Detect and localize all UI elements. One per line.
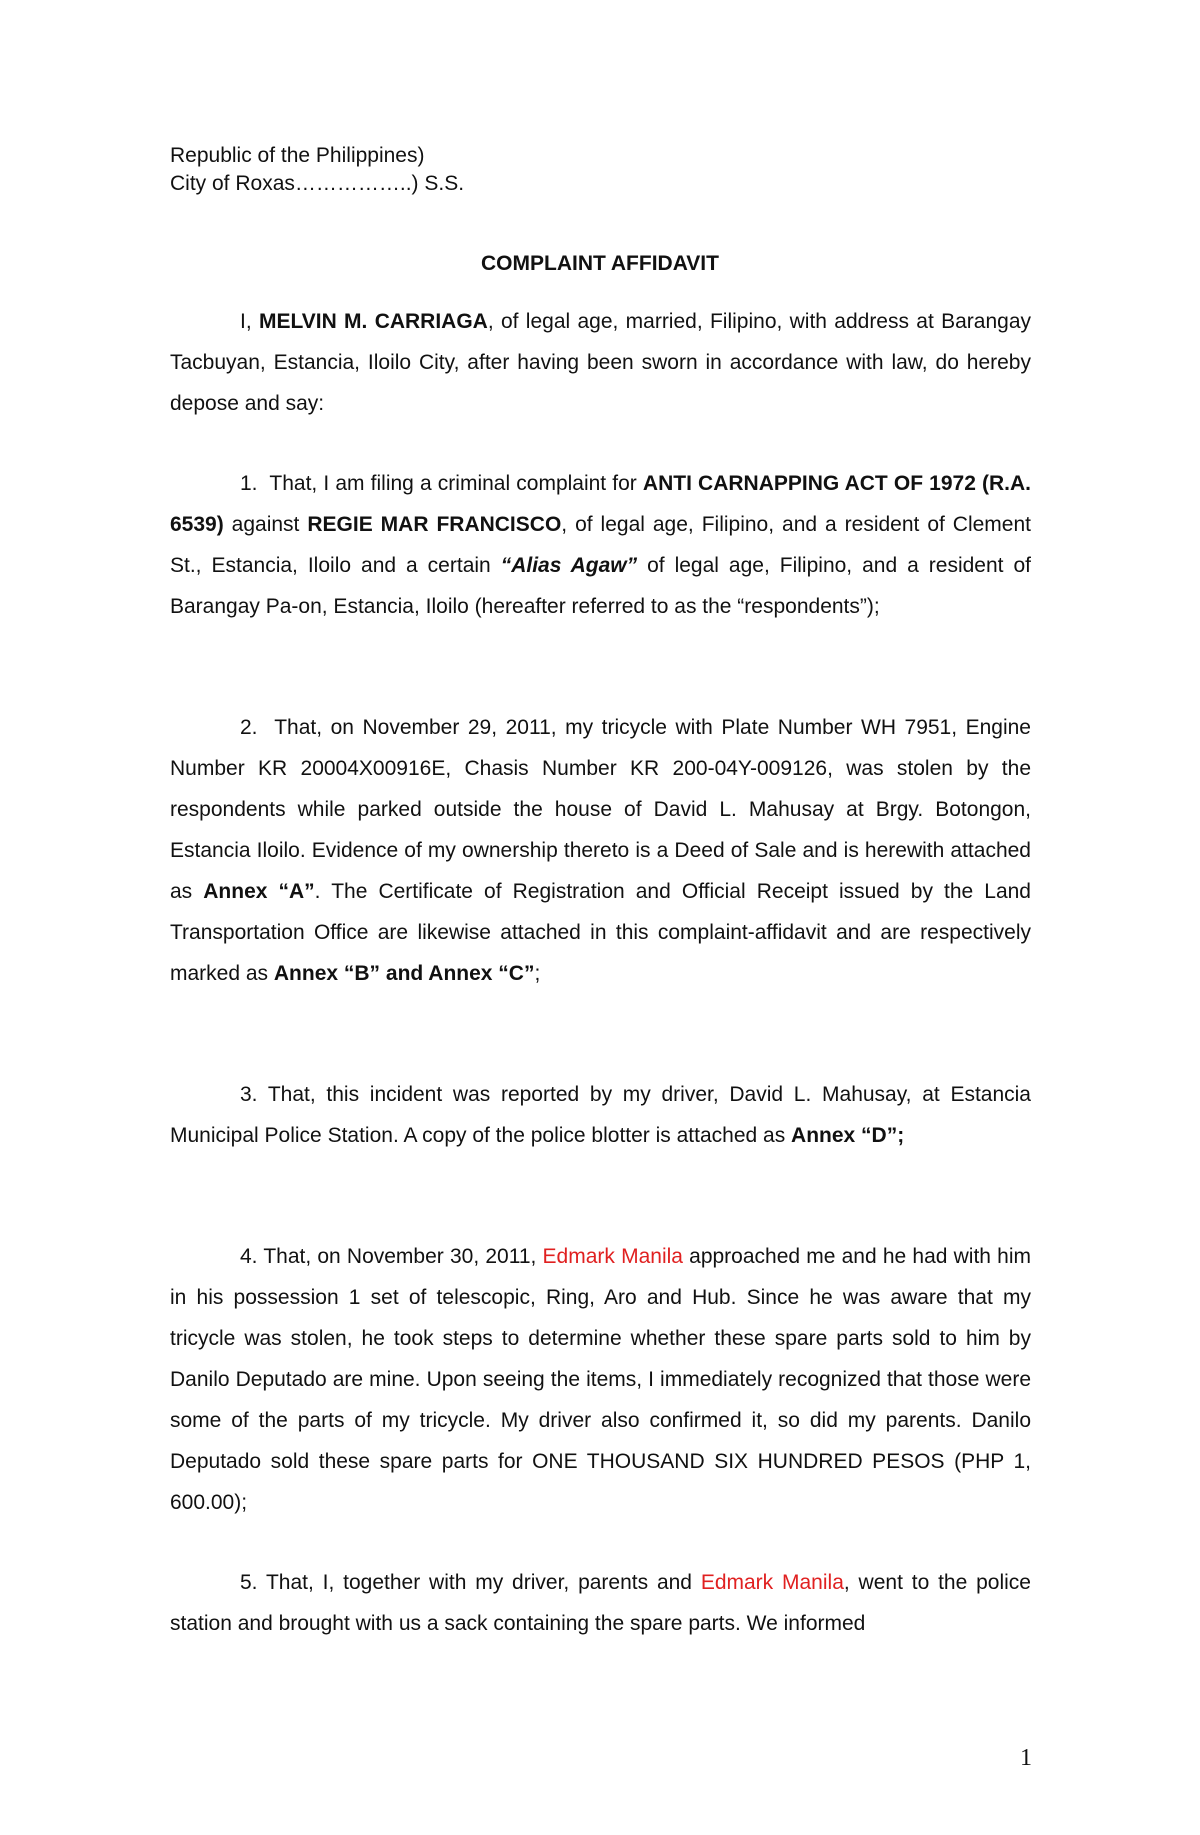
paragraph-3 <box>170 1074 1031 1156</box>
document-title: COMPLAINT AFFIDAVIT <box>481 252 719 275</box>
paragraph-1-text-2: against <box>223 513 308 536</box>
paragraph-2-text-2: . The Certificate of Registration and Official Receipt issued by the Land Transportation Office are likewise attached in this complaint-affidavit and are respectively marked as <box>170 880 1031 985</box>
highlighted-name-edmark: Edmark Manila <box>542 1245 683 1268</box>
paragraph-2-text-1: That, on November 29, 2011, my tricycle with Plate Number WH 7951, Engine Number KR 20004X00916E, Chasis Number KR 200-04Y-009126, was stolen by the respondents while parked outside the house of David L. Mahusay at Brgy. Botongon, Estancia Iloilo. Evidence of my ownership thereto is a Deed of Sale and is herewith attached as <box>170 716 1031 903</box>
intro-text-2: , of legal age, married, Filipino, with address at Barangay Tacbuyan, Estancia, Iloilo City, after having been sworn in accordance with law, do hereby depose and say: <box>170 310 1031 415</box>
paragraph-3-text: 3. That, this incident was reported by my driver, David L. Mahusay, at Estancia Municipal Police Station. A copy of the police blotter is attached as <box>170 1083 1031 1147</box>
respondent-name: REGIE MAR FRANCISCO <box>307 513 562 536</box>
paragraph-5-text-1: 5. That, I, together with my driver, parents and <box>240 1571 701 1594</box>
paragraph-4 <box>170 1236 1031 1523</box>
paragraph-5-text-2: , went to the police station and brought with us a sack containing the spare parts. We informed <box>170 1571 1031 1635</box>
respondent-alias: “Alias Agaw” <box>500 554 638 577</box>
paragraph-1 <box>170 463 1031 627</box>
venue-line-country: Republic of the Philippines) <box>170 144 425 167</box>
paragraph-4-text-2: approached me and he had with him in his possession 1 set of telescopic, Ring, Aro and Hub. Since he was aware that my tricycle was stolen, he took steps to determine whether these spare parts sold to him by Danilo Deputado are mine. Upon seeing the items, I immediately recognized that those were some of the parts of my tricycle. My driver also confirmed it, so did my parents. Danilo Deputado sold these spare parts for ONE THOUSAND SIX HUNDRED PESOS (PHP 1, 600.00); <box>170 1245 1031 1514</box>
paragraph-1-text-1: That, I am filing a criminal complaint for <box>269 472 643 495</box>
affiant-name: MELVIN M. CARRIAGA <box>258 310 488 333</box>
paragraph-1-number: 1. <box>240 472 258 495</box>
paragraph-5 <box>170 1562 1031 1644</box>
annex-a-label: Annex “A” <box>203 880 315 903</box>
paragraph-2-text-3: ; <box>534 962 541 985</box>
page-number: 1 <box>1020 1745 1032 1771</box>
venue-line-city: City of Roxas……………..) S.S. <box>170 172 465 195</box>
paragraph-2 <box>170 707 1031 994</box>
paragraph-2-number: 2. <box>240 716 258 739</box>
paragraph-1-text-4: of legal age, Filipino, and a resident of Barangay Pa-on, Estancia, Iloilo (hereafter referred to as the “respondents”); <box>170 554 1031 618</box>
paragraph-1-text-3: , of legal age, Filipino, and a resident of Clement St., Estancia, Iloilo and a certain <box>170 513 1031 577</box>
annex-d-label: Annex “D”; <box>791 1124 905 1147</box>
statute-name: ANTI CARNAPPING ACT OF 1972 (R.A. 6539) <box>170 472 1031 536</box>
intro-text-1: I, <box>240 310 259 333</box>
paragraph-4-text-1: 4. That, on November 30, 2011, <box>240 1245 543 1268</box>
highlighted-name-edmark: Edmark Manila <box>700 1571 844 1594</box>
annex-b-c-label: Annex “B” and Annex “C” <box>273 962 535 985</box>
venue-header <box>170 142 464 198</box>
intro-paragraph <box>170 301 1031 424</box>
